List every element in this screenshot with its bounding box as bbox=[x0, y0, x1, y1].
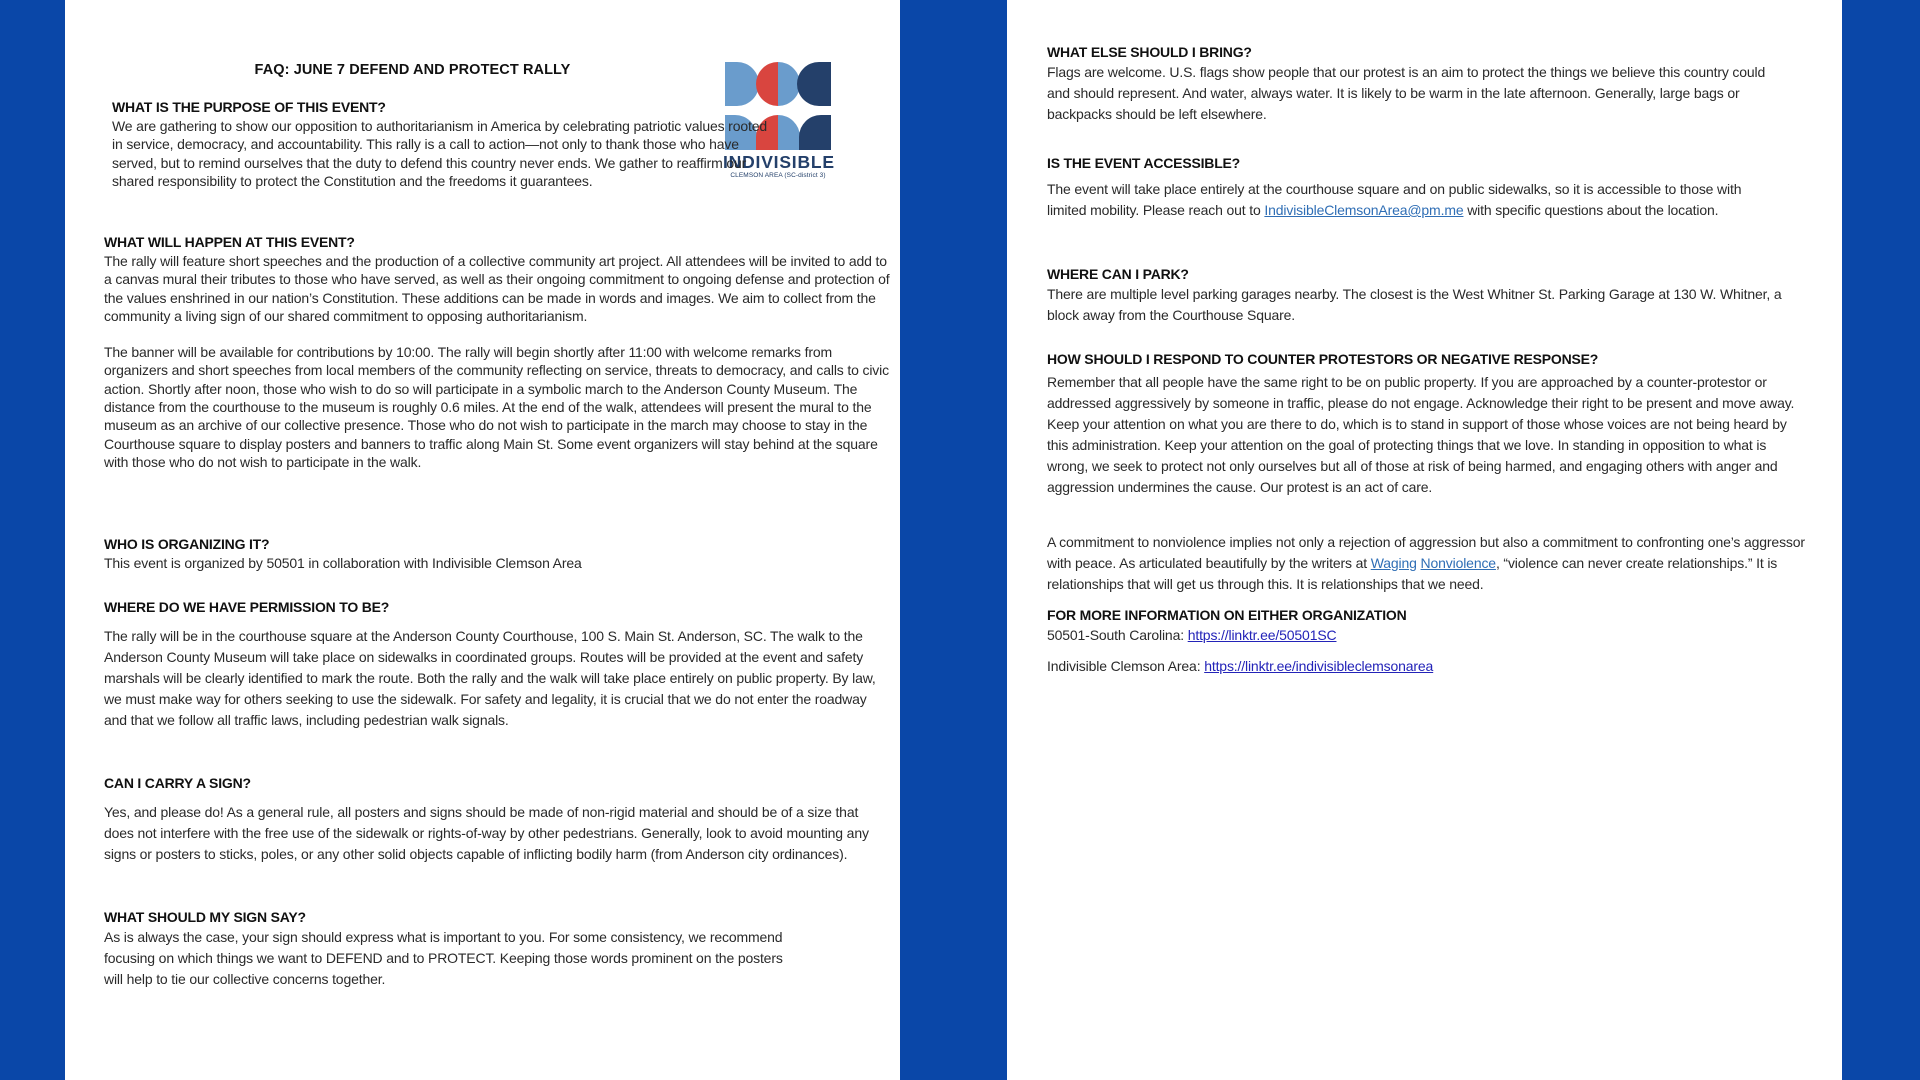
faq-answer: Yes, and please do! As a general rule, all posters and signs should be made of non-rigid material and should be of a size that does not interfere with the free use of the sidewalk or rights-of-way by other pedestrians. Generally, look to avoid mounting any signs or posters to sticks, poles, or any other solid objects capable of inflicting bodily harm (from Anderson city ordinances). bbox=[104, 804, 869, 862]
faq-section-parking bbox=[1047, 266, 1792, 326]
answer-text: A commitment to nonviolence implies not only a rejection of aggression but also a commitment to confronting one’s aggressor with peace. As articulated beautifully by the writers at bbox=[1047, 534, 1805, 571]
faq-question: WHAT ELSE SHOULD I BRING? bbox=[1047, 44, 1252, 60]
document-title: FAQ: JUNE 7 DEFEND AND PROTECT RALLY bbox=[254, 62, 571, 78]
faq-answer: This event is organized by 50501 in collaboration with Indivisible Clemson Area bbox=[104, 555, 582, 571]
faq-question: WHERE CAN I PARK? bbox=[1047, 266, 1189, 282]
logo-shape-bottom-mid-blue bbox=[778, 115, 800, 150]
logo-shape-top-mid-blue bbox=[778, 62, 800, 106]
answer-text: with specific questions about the location. bbox=[1463, 202, 1719, 218]
faq-section-more-info bbox=[1047, 607, 1817, 677]
faq-answer: We are gathering to show our opposition to authoritarianism in America by celebrating patriotic values rooted in service, democracy, and accountability. This rally is a call to action—not only to thank those who have served, but to remind ourselves that the duty to defend this country never ends. We gather to reaffirm our shared responsibility to protect the Constitution and the freedoms it guarantees. bbox=[112, 118, 767, 189]
faq-question: WHAT WILL HAPPEN AT THIS EVENT? bbox=[104, 234, 355, 250]
faq-answer: The rally will feature short speeches and the production of a collective community art project. All attendees will be invited to add to a canvas mural their tributes to those who have served, as well as their ongoing commitment to ongoing defense and protection of the values enshrined in our nation’s Constitution. These additions can be made in words and images. We aim to collect from the community a living sign of our shared commitment to opposing authoritarianism. bbox=[104, 253, 890, 324]
faq-question: WHERE DO WE HAVE PERMISSION TO BE? bbox=[104, 599, 390, 615]
faq-section-permission bbox=[104, 599, 879, 731]
faq-section-what-will-happen bbox=[104, 234, 894, 471]
faq-answer: As is always the case, your sign should express what is important to you. For some consistency, we recommend focusing on which things we want to DEFEND and to PROTECT. Keeping those words prominent on the posters will help to tie our collective concerns together. bbox=[104, 929, 783, 987]
faq-answer bbox=[1047, 179, 1747, 221]
faq-answer: Remember that all people have the same right to be on public property. If you are approached by a counter-protestor or addressed aggressively by someone in traffic, please do not engage. Acknowledge their right to be present and move away. Keep your attention on what you are there to do, which is to stand in support of those whose voices are not being heard by this administration. Keep your attention on the goal of protecting things that we love. In standing in opposition to what is wrong, we seek to protect not only ourselves but all of those at risk of being harmed, and engaging others with anger and aggression undermines the cause. Our protest is an act of care. bbox=[1047, 374, 1795, 495]
faq-question: CAN I CARRY A SIGN? bbox=[104, 775, 251, 791]
faq-page-left bbox=[65, 0, 900, 1080]
faq-answer-schedule: The banner will be available for contributions by 10:00. The rally will begin shortly after 11:00 with welcome remarks from organizers and short speeches from local members of the community reflecting on service, threats to democracy, and calls to civic action. Shortly after noon, those who wish to do so will participate in a symbolic march to the Anderson County Museum. The distance from the courthouse to the museum is roughly 0.6 miles. At the end of the walk, attendees will present the mural to the museum as an archive of our collective presence. Those who do not wish to participate in the march may choose to stay in the Courthouse square to display posters and banners to traffic along Main St. Some event organizers will stay behind at the square with those who do not wish to participate in the walk. bbox=[104, 344, 889, 470]
faq-section-nonviolence bbox=[1047, 532, 1822, 595]
waging-link[interactable]: Waging bbox=[1370, 555, 1417, 571]
logo-wordmark: INDIVISIBLE bbox=[723, 152, 835, 172]
faq-section-what-to-bring bbox=[1047, 44, 1772, 125]
faq-section-organizer bbox=[104, 536, 884, 572]
answer-text: The event will take place entirely at the courthouse square and on public sidewalks, so it is accessible to those with limited mobility. Please reach out to bbox=[1047, 181, 1742, 218]
logo-shape-bottom-right bbox=[799, 115, 831, 150]
faq-question: WHO IS ORGANIZING IT? bbox=[104, 536, 270, 552]
faq-question: IS THE EVENT ACCESSIBLE? bbox=[1047, 155, 1241, 171]
answer-text: , “violence can never create relationships.” It is relationships that will get us through this. It is relationships that we need. bbox=[1047, 555, 1778, 592]
org-indivisible-line bbox=[1047, 656, 1817, 677]
faq-page-right bbox=[1007, 0, 1842, 1080]
faq-section-purpose bbox=[112, 99, 772, 190]
faq-answer: The rally will be in the courthouse square at the Anderson County Courthouse, 100 S. Main St. Anderson, SC. The walk to the Anderson County Museum will take place on sidewalks in coordinated groups. Routes will be provided at the event and safety marshals will be clearly identified to mark the route. Both the rally and the walk will take place entirely on public property. By law, we must make way for others seeking to use the sidewalk. For safety and legality, it is crucial that we do not enter the roadway and that we follow all traffic laws, including pedestrian walk signals. bbox=[104, 628, 876, 728]
faq-question: HOW SHOULD I RESPOND TO COUNTER PROTESTORS OR NEGATIVE RESPONSE? bbox=[1047, 351, 1599, 367]
faq-question: FOR MORE INFORMATION ON EITHER ORGANIZATION bbox=[1047, 607, 1407, 623]
faq-question: WHAT IS THE PURPOSE OF THIS EVENT? bbox=[112, 99, 386, 115]
faq-section-accessibility bbox=[1047, 155, 1747, 221]
logo-subtitle: CLEMSON AREA (SC-district 3) bbox=[730, 172, 826, 179]
nonviolence-link[interactable]: Nonviolence bbox=[1420, 555, 1496, 571]
email-link[interactable]: IndivisibleClemsonArea@pm.me bbox=[1264, 202, 1464, 218]
org-indivisible-link[interactable]: https://linktr.ee/indivisibleclemsonarea bbox=[1204, 658, 1434, 674]
org-50501-link[interactable]: https://linktr.ee/50501SC bbox=[1187, 627, 1337, 643]
faq-answer: There are multiple level parking garages nearby. The closest is the West Whitner St. Parking Garage at 130 W. Whitner, a block away from the Courthouse Square. bbox=[1047, 286, 1782, 323]
org-label: Indivisible Clemson Area: bbox=[1047, 658, 1205, 674]
faq-question: WHAT SHOULD MY SIGN SAY? bbox=[104, 909, 306, 925]
faq-answer bbox=[1047, 532, 1822, 595]
logo-shape-top-right bbox=[797, 62, 831, 106]
faq-section-carry-sign bbox=[104, 775, 879, 865]
faq-answer: Flags are welcome. U.S. flags show people that our protest is an aim to protect the things we believe this country could and should represent. And water, always water. It is likely to be warm in the late afternoon. Generally, large bags or backpacks should be left elsewhere. bbox=[1047, 64, 1766, 122]
org-50501-line bbox=[1047, 625, 1817, 646]
faq-section-counter-protestors bbox=[1047, 351, 1807, 498]
faq-section-sign-content bbox=[104, 909, 784, 990]
org-label: 50501-South Carolina: bbox=[1047, 627, 1188, 643]
